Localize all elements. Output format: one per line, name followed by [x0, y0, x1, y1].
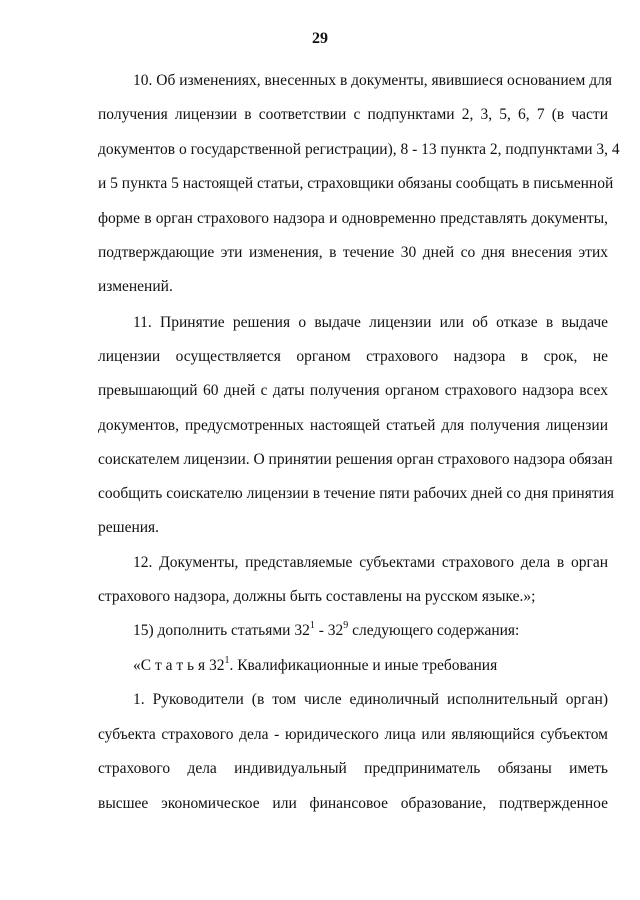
page-number: 29: [312, 30, 328, 47]
text-line: сообщить соискателю лицензии в течение пяти рабочих дней со дня принятия: [98, 485, 615, 502]
text-line: высшее экономическое или финансовое образование, подтвержденное: [98, 795, 608, 812]
superscript: 1: [309, 619, 315, 631]
text-line: лицензии осуществляется органом страхового надзора в срок, не: [98, 348, 608, 365]
text-fragment: следующего содержания:: [348, 622, 520, 639]
superscript: 9: [343, 619, 349, 631]
text-line: документов, предусмотренных настоящей статьей для получения лицензии: [98, 417, 608, 434]
text-fragment: . Квалификационные и иные требования: [229, 657, 498, 674]
text-line-item-15: [133, 621, 608, 641]
superscript: 1: [224, 654, 230, 666]
text-line: и 5 пункта 5 настоящей статьи, страховщики обязаны сообщать в письменной: [98, 175, 614, 192]
text-fragment: 15) дополнить статьями 32: [133, 622, 310, 639]
text-fragment: «С т а т ь я 32: [133, 657, 225, 674]
text-line: 11. Принятие решения о выдаче лицензии или об отказе в выдаче: [133, 314, 608, 331]
text-line: документов о государственной регистрации), 8 - 13 пункта 2, подпунктами 3, 4: [98, 141, 620, 158]
text-line: 1. Руководители (в том числе единоличный исполнительный орган): [133, 691, 608, 708]
text-line: страхового надзора, должны быть составлены на русском языке.»;: [98, 588, 536, 605]
text-line: изменений.: [98, 278, 173, 295]
text-line: 12. Документы, представляемые субъектами страхового дела в орган: [133, 554, 608, 571]
text-line: форме в орган страхового надзора и одновременно представлять документы,: [98, 210, 608, 227]
text-line: подтверждающие эти изменения, в течение 30 дней со дня внесения этих: [98, 244, 608, 261]
text-line: превышающий 60 дней с даты получения органом страхового надзора всех: [98, 382, 608, 399]
article-title: [133, 656, 608, 676]
text-line: получения лицензии в соответствии с подпунктами 2, 3, 5, 6, 7 (в части: [98, 106, 608, 123]
text-line: решения.: [98, 519, 160, 536]
text-line: субъекта страхового дела - юридического лица или являющийся субъектом: [98, 726, 608, 743]
text-line: страхового дела индивидуальный предприниматель обязаны иметь: [98, 760, 608, 777]
text-line: соискателем лицензии. О принятии решения орган страхового надзора обязан: [98, 451, 613, 468]
text-line: 10. Об изменениях, внесенных в документы, явившиеся основанием для: [133, 72, 612, 89]
text-fragment: - 32: [314, 622, 344, 639]
